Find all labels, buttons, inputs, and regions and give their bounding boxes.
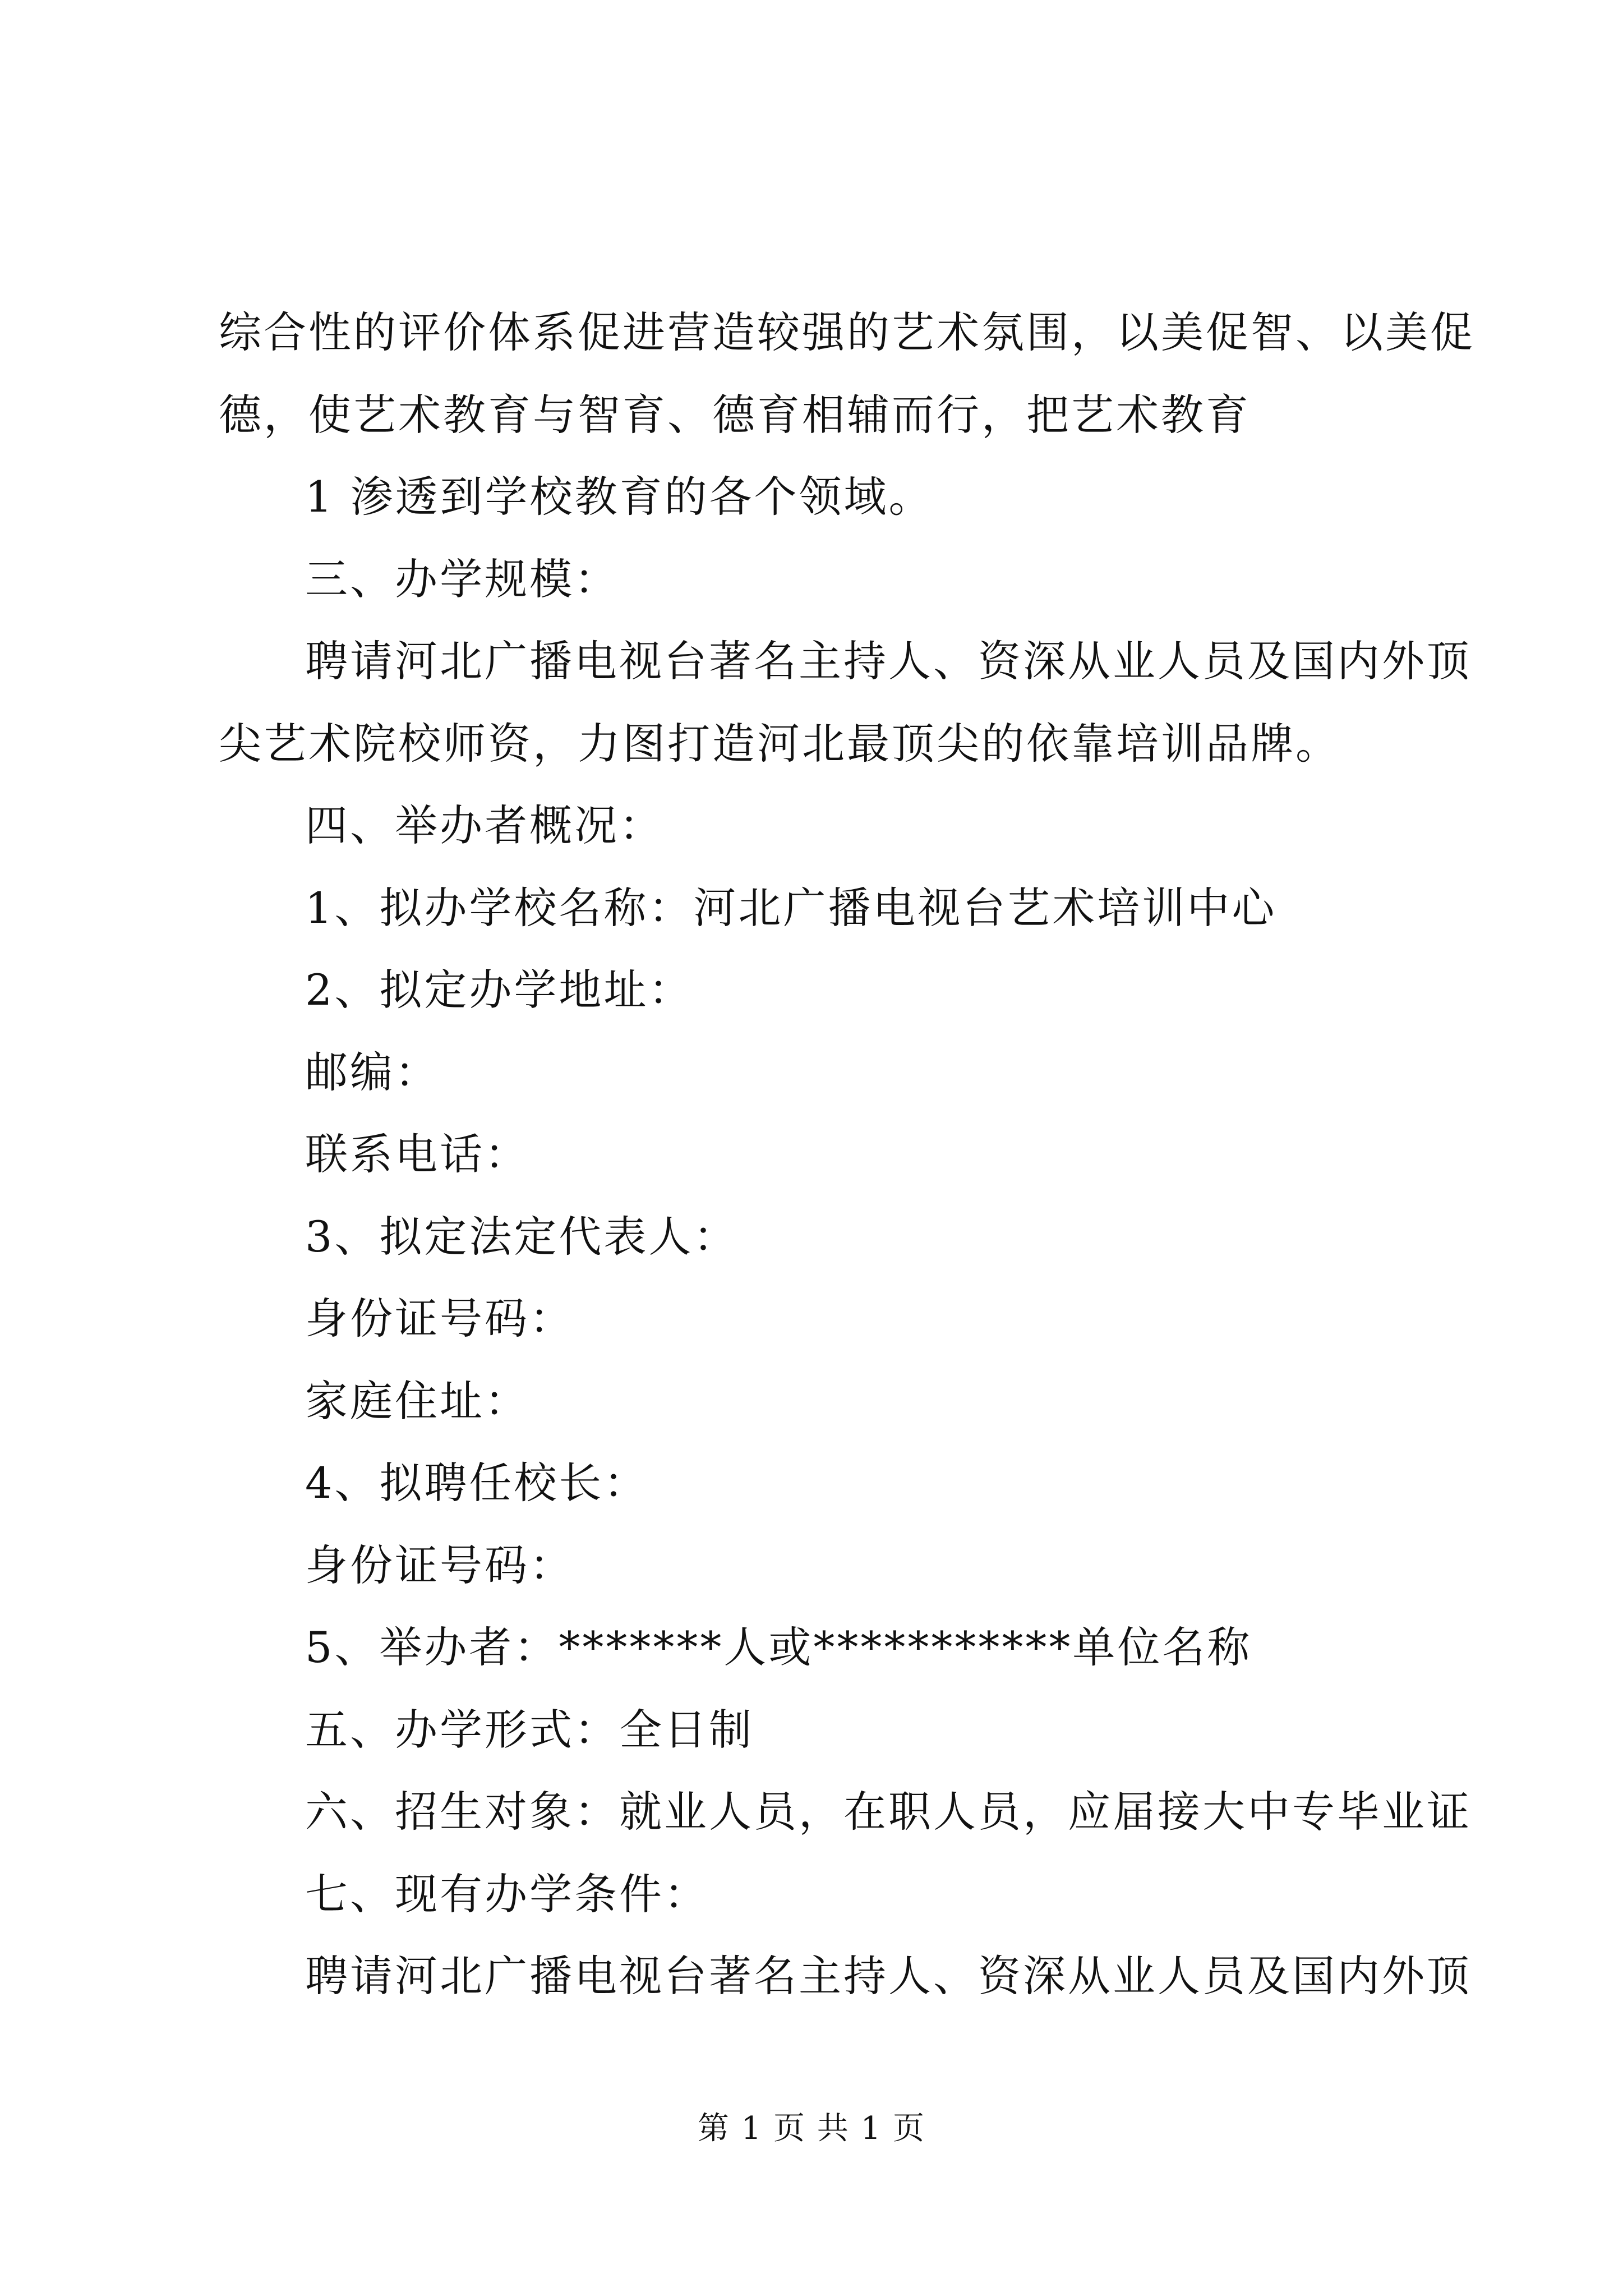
paragraph-line: 聘请河北广播电视台著名主持人、资深从业人员及国内外顶 (305, 1951, 1472, 2001)
document-body (219, 292, 1475, 2018)
field-label: 邮编： (305, 1047, 440, 1097)
field-label: 身份证号码： (305, 1540, 574, 1590)
paragraph-line: 综合性的评价体系促进营造较强的艺术氛围，以美促智、以美促 (219, 307, 1475, 357)
paragraph-line: 尖艺术院校师资，力图打造河北最顶尖的依靠培训品牌。 (219, 718, 1340, 769)
field-label: 身份证号码： (305, 1294, 574, 1343)
paragraph-line: 德，使艺术教育与智育、德育相辅而行，把艺术教育 (219, 389, 1251, 440)
field-label: 联系电话： (305, 1129, 529, 1179)
section-heading: 三、办学规模： (305, 554, 619, 604)
list-item: 4、拟聘任校长： (305, 1458, 649, 1508)
section-heading: 四、举办者概况： (305, 800, 664, 850)
field-label: 家庭住址： (305, 1375, 529, 1426)
section-heading: 六、招生对象：就业人员，在职人员，应届接大中专毕业证 (305, 1787, 1472, 1837)
page-footer: 第 1 页 共 1 页 (697, 2110, 926, 2147)
section-heading: 七、现有办学条件： (305, 1869, 709, 1919)
list-item: 3、拟定法定代表人： (305, 1211, 739, 1262)
paragraph-line: 聘请河北广播电视台著名主持人、资深从业人员及国内外顶 (305, 636, 1472, 686)
section-heading: 五、办学形式：全日制 (305, 1704, 754, 1755)
list-item: 2、拟定办学地址： (305, 965, 694, 1015)
paragraph-line: 1 渗透到学校教育的各个领域。 (305, 472, 934, 522)
list-item: 5、举办者：*******人或***********单位名称 (305, 1622, 1252, 1672)
list-item: 1、拟办学校名称：河北广播电视台艺术培训中心 (305, 882, 1277, 933)
